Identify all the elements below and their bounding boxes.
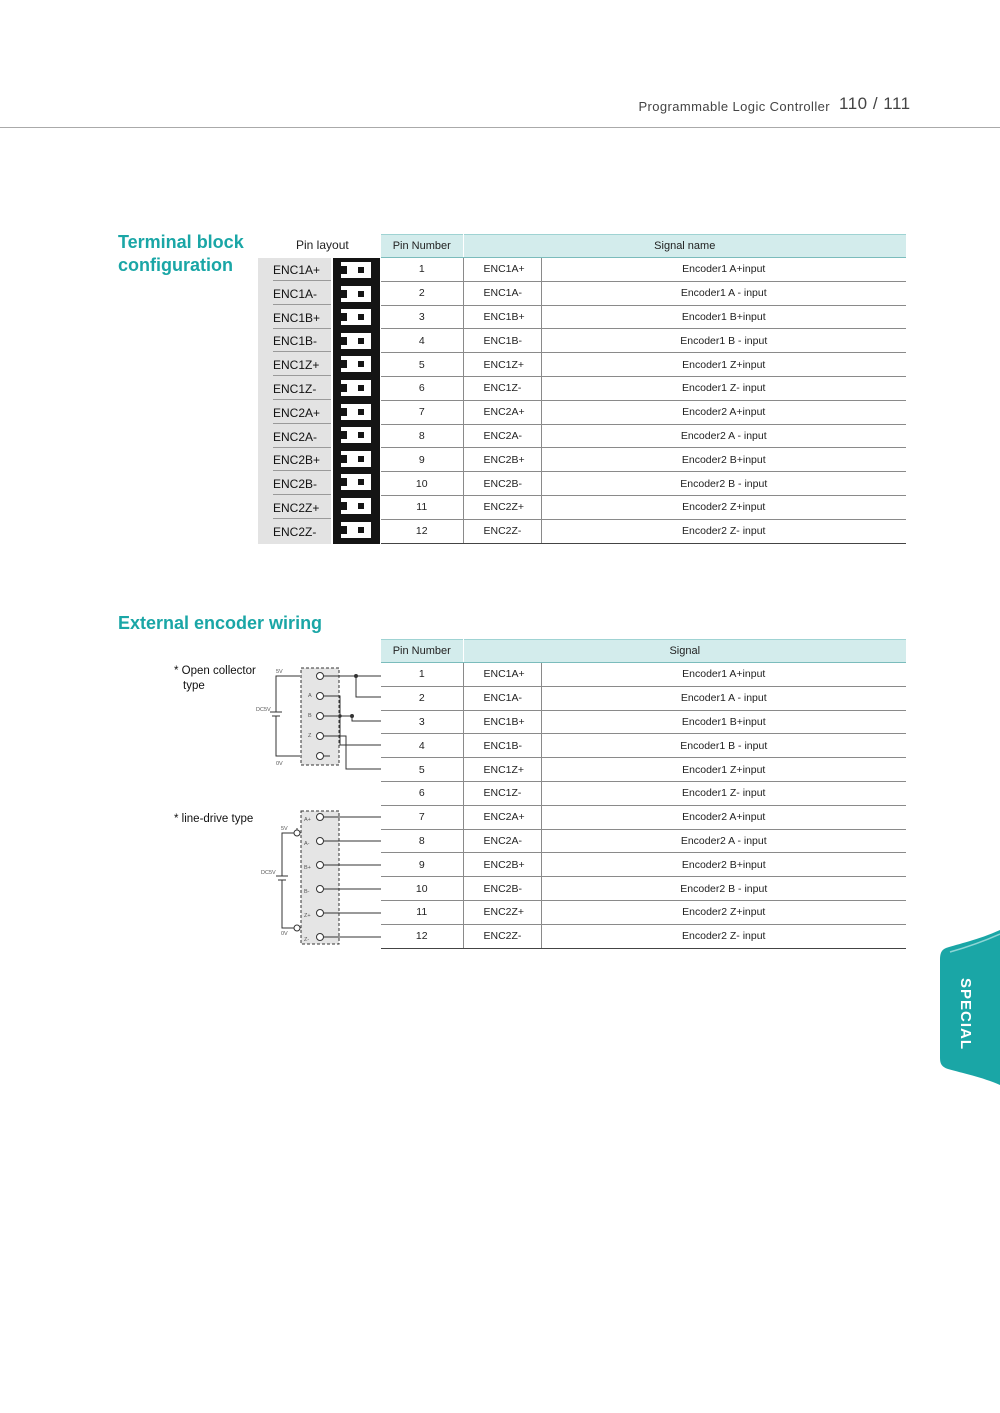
signal-description-cell: Encoder2 A - input: [541, 424, 906, 448]
table-row: [381, 305, 906, 329]
pin-number-header: Pin Number: [381, 235, 463, 258]
oc-0v-text: 0V: [276, 761, 283, 767]
table-row: [381, 495, 906, 519]
pin-number-cell: 2: [381, 281, 463, 305]
pin-number-cell: 5: [381, 353, 463, 377]
pin-label: ENC1B-: [273, 330, 331, 352]
oc-5v-terminal: [317, 673, 324, 680]
table-row: [381, 329, 906, 353]
pin-number-cell: 9: [381, 448, 463, 472]
signal-symbol-cell: ENC2B+: [463, 448, 541, 472]
pin-label: ENC2Z-: [273, 524, 317, 539]
signal-description-cell: Encoder1 B+input: [541, 305, 906, 329]
pin-label: ENC2A-: [273, 426, 331, 448]
special-tab-label: SPECIAL: [957, 978, 974, 1051]
pin-layout-label: Pin layout: [296, 238, 349, 252]
signal-symbol-cell: ENC1A+: [463, 258, 541, 282]
signal-symbol-cell: ENC2A-: [463, 424, 541, 448]
ld-zp-text: Z+: [304, 913, 311, 919]
table-row: [381, 686, 906, 710]
signal-description-cell: Encoder1 Z- input: [541, 376, 906, 400]
pin-number-cell: 4: [381, 329, 463, 353]
ld-zm-text: Z-: [304, 937, 310, 943]
table-row: [381, 353, 906, 377]
terminal-screw: [341, 427, 371, 443]
terminal-title-line1: Terminal block: [118, 232, 244, 252]
pin-number-cell: 1: [381, 258, 463, 282]
signal-symbol-cell: ENC2B+: [463, 853, 541, 877]
signal-symbol-cell: ENC2A+: [463, 805, 541, 829]
oc-b-terminal: [317, 713, 324, 720]
pin-label: ENC1B+: [273, 307, 331, 329]
ld-bm-text: B-: [304, 889, 310, 895]
table-row: [381, 376, 906, 400]
signal-symbol-cell: ENC1B+: [463, 305, 541, 329]
signal-symbol-cell: ENC2Z+: [463, 495, 541, 519]
page-number: 110 / 111: [839, 94, 911, 113]
signal-description-cell: Encoder1 B - input: [541, 734, 906, 758]
oc-z-terminal: [317, 733, 324, 740]
ld-a-minus-terminal: [317, 838, 324, 845]
signal-symbol-cell: ENC2B-: [463, 472, 541, 496]
signal-description-cell: Encoder1 A+input: [541, 258, 906, 282]
table-row: [381, 758, 906, 782]
ld-am-text: A-: [304, 841, 310, 847]
table-row: [381, 258, 906, 282]
signal-description-cell: Encoder2 Z- input: [541, 519, 906, 543]
table-row: [381, 829, 906, 853]
pin-number-cell: 12: [381, 924, 463, 948]
table-row: [381, 805, 906, 829]
pin-label: ENC2Z+: [273, 497, 331, 519]
signal-symbol-cell: ENC1A-: [463, 281, 541, 305]
table-row: [381, 900, 906, 924]
wiring-section-title: External encoder wiring: [118, 613, 323, 633]
terminal-screw: [341, 498, 371, 514]
table-row: [381, 281, 906, 305]
signal-description-cell: Encoder1 B+input: [541, 710, 906, 734]
table-header-row: [381, 640, 906, 663]
signal-description-cell: Encoder1 A - input: [541, 281, 906, 305]
pin-number-cell: 9: [381, 853, 463, 877]
table-row: [381, 472, 906, 496]
signal-symbol-cell: ENC2A+: [463, 400, 541, 424]
wiring-diagram: [250, 660, 382, 950]
oc-a-text: A: [308, 693, 312, 699]
signal-description-cell: Encoder2 A+input: [541, 805, 906, 829]
table-row: [381, 877, 906, 901]
oc-dc5v-text: DC5V: [256, 707, 271, 713]
wiring-signal-table: [381, 639, 906, 949]
oc-b-text: B: [308, 713, 312, 719]
open-collector-label-line2: type: [183, 680, 205, 692]
terminal-title-line2: configuration: [118, 255, 233, 275]
pin-number-cell: 5: [381, 758, 463, 782]
pin-label: ENC2B-: [273, 473, 331, 495]
table-row: [381, 519, 906, 543]
signal-description-cell: Encoder2 B - input: [541, 877, 906, 901]
pin-number-cell: 2: [381, 686, 463, 710]
pin-number-cell: 11: [381, 900, 463, 924]
ld-b-minus-terminal: [317, 886, 324, 893]
line-drive-label: * line-drive type: [174, 813, 254, 825]
terminal-signal-table: [381, 234, 906, 544]
signal-description-cell: Encoder2 A+input: [541, 400, 906, 424]
signal-symbol-cell: ENC2B-: [463, 877, 541, 901]
pin-number-cell: 10: [381, 877, 463, 901]
pin-label: ENC2B+: [273, 449, 331, 471]
terminal-screw: [341, 404, 371, 420]
terminal-section-title: [118, 231, 244, 277]
signal-description-cell: Encoder1 Z- input: [541, 781, 906, 805]
signal-symbol-cell: ENC1Z+: [463, 353, 541, 377]
terminal-screw: [341, 333, 371, 349]
table-row: [381, 853, 906, 877]
pin-label-column: [258, 258, 331, 544]
open-collector-label-line1: * Open collector: [174, 665, 256, 677]
signal-symbol-cell: ENC1A+: [463, 663, 541, 687]
ld-z-minus-terminal: [317, 934, 324, 941]
terminal-screw: [341, 474, 371, 490]
pin-number-cell: 7: [381, 805, 463, 829]
signal-description-cell: Encoder1 B - input: [541, 329, 906, 353]
signal-symbol-cell: ENC2Z+: [463, 900, 541, 924]
pin-number-cell: 1: [381, 663, 463, 687]
table-row: [381, 424, 906, 448]
signal-description-cell: Encoder2 B - input: [541, 472, 906, 496]
table-row: [381, 924, 906, 948]
signal-name-header: Signal name: [463, 235, 906, 258]
ld-0v-text: 0V: [281, 931, 288, 937]
table-row: [381, 448, 906, 472]
pin-number-cell: 8: [381, 424, 463, 448]
terminal-screw: [341, 356, 371, 372]
line-drive-encoder-box: [301, 811, 339, 944]
signal-symbol-cell: ENC1B-: [463, 329, 541, 353]
pin-number-cell: 10: [381, 472, 463, 496]
ld-dc5v-text: DC5V: [261, 870, 276, 876]
signal-description-cell: Encoder1 Z+input: [541, 353, 906, 377]
pin-number-cell: 7: [381, 400, 463, 424]
signal-symbol-cell: ENC1Z-: [463, 781, 541, 805]
signal-symbol-cell: ENC1B-: [463, 734, 541, 758]
signal-description-cell: Encoder1 Z+input: [541, 758, 906, 782]
signal-symbol-cell: ENC2Z-: [463, 519, 541, 543]
signal-header: Signal: [463, 640, 906, 663]
pin-number-cell: 6: [381, 376, 463, 400]
table-row: [381, 400, 906, 424]
open-collector-label: [174, 664, 256, 694]
signal-description-cell: Encoder1 A - input: [541, 686, 906, 710]
signal-description-cell: Encoder2 B+input: [541, 448, 906, 472]
ld-b-plus-terminal: [317, 862, 324, 869]
terminal-screw: [341, 380, 371, 396]
signal-description-cell: Encoder2 Z+input: [541, 900, 906, 924]
terminal-screw: [341, 286, 371, 302]
signal-description-cell: Encoder2 B+input: [541, 853, 906, 877]
ld-z-plus-terminal: [317, 910, 324, 917]
pin-number-cell: 4: [381, 734, 463, 758]
signal-symbol-cell: ENC1A-: [463, 686, 541, 710]
signal-symbol-cell: ENC1Z+: [463, 758, 541, 782]
signal-description-cell: Encoder2 A - input: [541, 829, 906, 853]
oc-5v-text: 5V: [276, 669, 283, 675]
ld-ap-text: A+: [304, 817, 311, 823]
pin-label: ENC2A+: [273, 402, 331, 424]
signal-description-cell: Encoder1 A+input: [541, 663, 906, 687]
header-title: Programmable Logic Controller: [638, 99, 830, 114]
pin-number-cell: 8: [381, 829, 463, 853]
oc-0v-terminal: [317, 753, 324, 760]
pin-label: ENC1Z+: [273, 354, 331, 376]
table-row: [381, 781, 906, 805]
pin-label: ENC1A-: [273, 283, 331, 305]
signal-symbol-cell: ENC1Z-: [463, 376, 541, 400]
header-divider: [0, 127, 1000, 128]
ld-5v-text: 5V: [281, 826, 288, 832]
ld-bp-text: B+: [304, 865, 311, 871]
terminal-screw: [341, 451, 371, 467]
terminal-screw: [341, 262, 371, 278]
terminal-screw: [341, 522, 371, 538]
signal-symbol-cell: ENC2A-: [463, 829, 541, 853]
pin-label: ENC1A+: [273, 259, 331, 281]
pin-number-cell: 3: [381, 710, 463, 734]
pin-number-cell: 11: [381, 495, 463, 519]
table-header-row: [381, 235, 906, 258]
oc-z-text: Z: [308, 733, 312, 739]
signal-description-cell: Encoder2 Z+input: [541, 495, 906, 519]
table-row: [381, 710, 906, 734]
pin-number-cell: 3: [381, 305, 463, 329]
pin-label: ENC1Z-: [273, 378, 331, 400]
terminal-screw: [341, 309, 371, 325]
ld-a-plus-terminal: [317, 814, 324, 821]
signal-symbol-cell: ENC1B+: [463, 710, 541, 734]
terminal-block-illustration: [333, 258, 380, 544]
pin-number-cell: 12: [381, 519, 463, 543]
pin-number-header: Pin Number: [381, 640, 463, 663]
signal-symbol-cell: ENC2Z-: [463, 924, 541, 948]
oc-a-terminal: [317, 693, 324, 700]
pin-number-cell: 6: [381, 781, 463, 805]
table-row: [381, 663, 906, 687]
table-row: [381, 734, 906, 758]
signal-description-cell: Encoder2 Z- input: [541, 924, 906, 948]
